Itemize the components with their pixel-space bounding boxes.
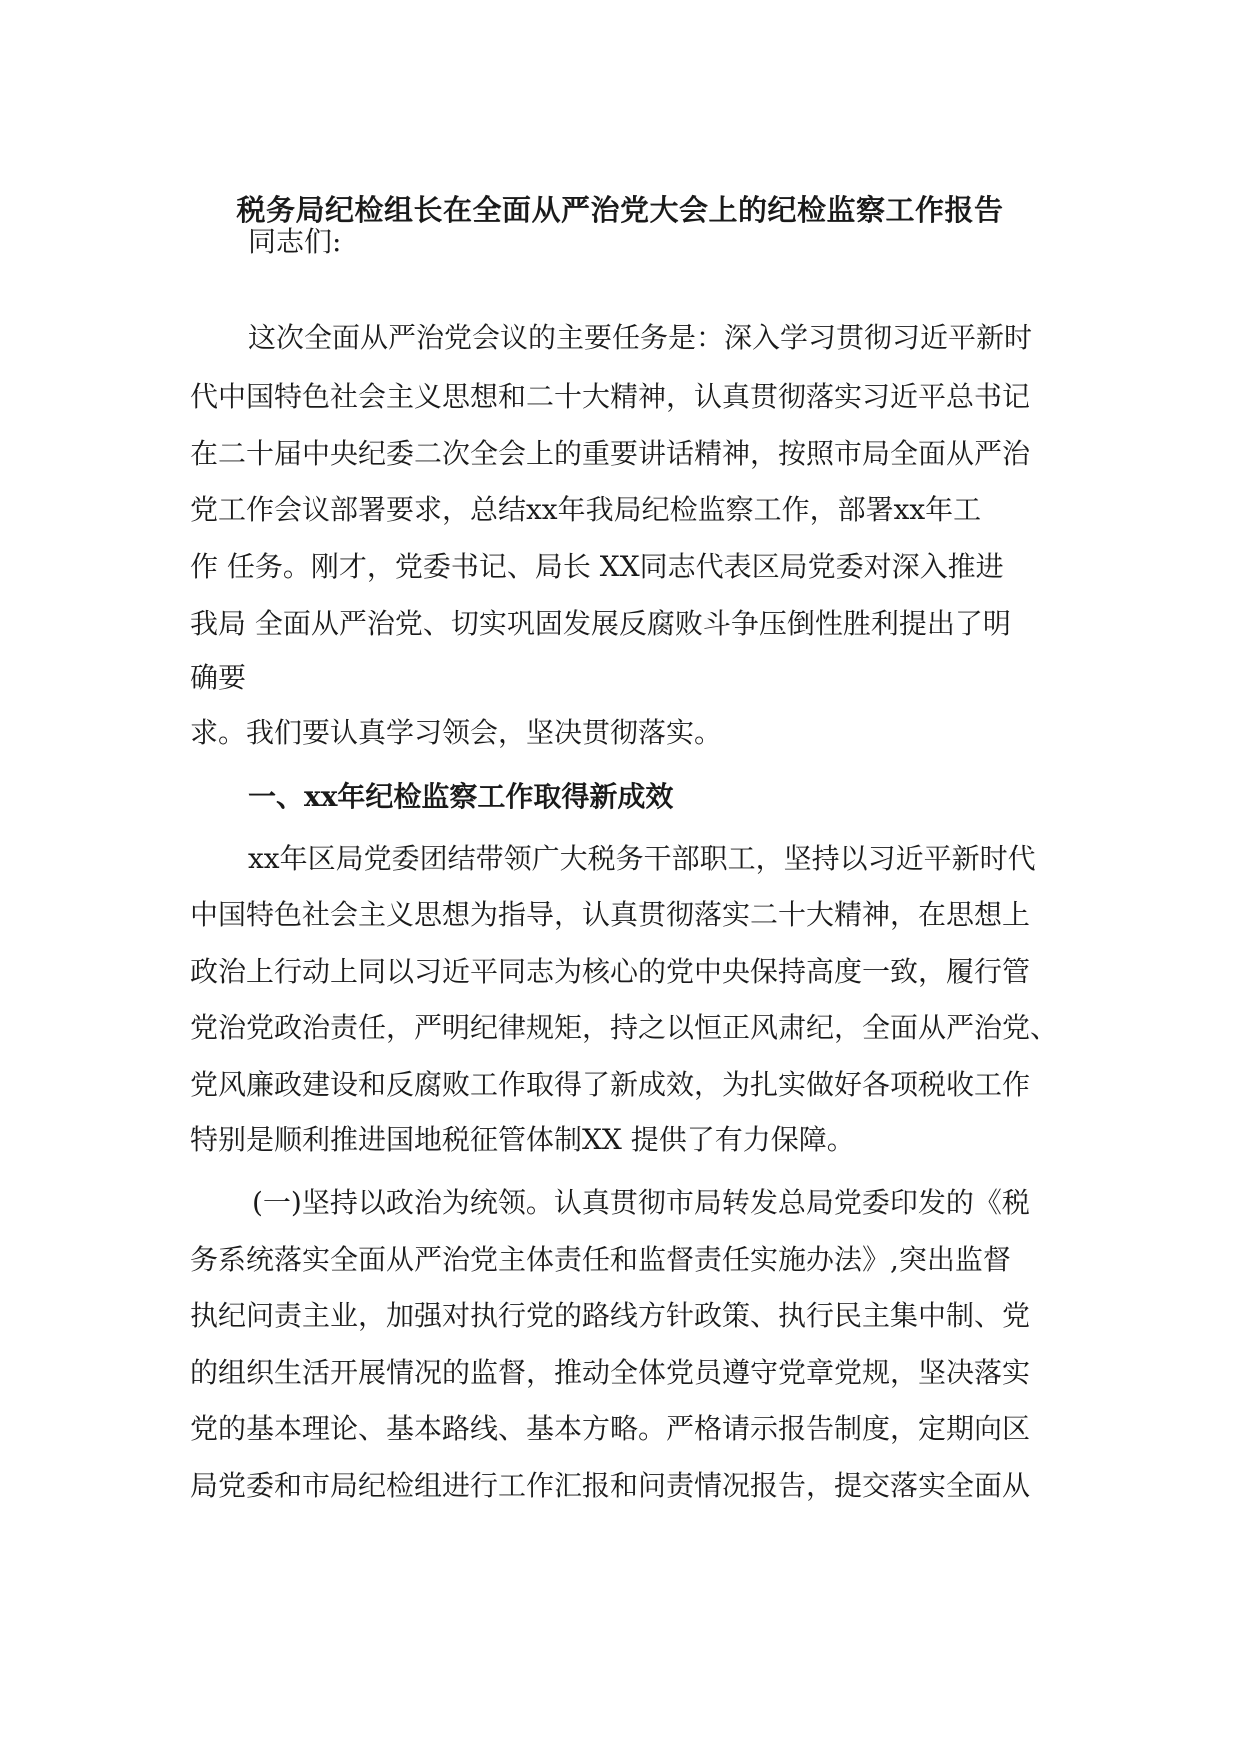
paragraph-line: 中国特色社会主义思想为指导，认真贯彻落实二十大精神，在思想上	[190, 898, 1031, 931]
paragraph-line: 局党委和市局纪检组进行工作汇报和问责情况报告，提交落实全面从	[190, 1469, 1031, 1502]
paragraph-line: 作 任务。刚才，党委书记、局长 XX同志代表区局党委对深入推进	[190, 550, 1004, 583]
document-title: 税务局纪检组长在全面从严治党大会上的纪检监察工作报告	[236, 193, 1004, 227]
paragraph-line: 党风廉政建设和反腐败工作取得了新成效，为扎实做好各项税收工作	[190, 1068, 1031, 1101]
paragraph-line: 政治上行动上同以习近平同志为核心的党中央保持高度一致，履行管	[190, 955, 1031, 988]
paragraph-line: 执纪问责主业，加强对执行党的路线方针政策、执行民主集中制、党	[190, 1299, 1031, 1332]
section-heading: 一、xx年纪检监察工作取得新成效	[248, 780, 674, 813]
paragraph-line: 党工作会议部署要求，总结xx年我局纪检监察工作，部署xx年工	[190, 493, 982, 526]
paragraph-line: 确要	[190, 661, 247, 694]
paragraph-line: 求。我们要认真学习领会，坚决贯彻落实。	[190, 716, 723, 749]
paragraph-line: 特别是顺利推进国地税征管体制XX 提供了有力保障。	[190, 1123, 855, 1156]
paragraph-line: 这次全面从严治党会议的主要任务是：深入学习贯彻习近平新时	[248, 321, 1033, 354]
salutation: 同志们:	[248, 225, 342, 258]
paragraph-line: 的组织生活开展情况的监督，推动全体党员遵守党章党规，坚决落实	[190, 1356, 1031, 1389]
paragraph-line: 在二十届中央纪委二次全会上的重要讲话精神，按照市局全面从严治	[190, 437, 1031, 470]
paragraph-line: 党治党政治责任，严明纪律规矩，持之以恒正风肃纪，全面从严治党、	[190, 1011, 1059, 1044]
paragraph-line: 我局 全面从严治党、切实巩固发展反腐败斗争压倒性胜利提出了明	[190, 607, 1011, 640]
paragraph-line: xx年区局党委团结带领广大税务干部职工，坚持以习近平新时代	[248, 842, 1036, 875]
paragraph-line: (一)坚持以政治为统领。认真贯彻市局转发总局党委印发的《税	[252, 1186, 1030, 1219]
paragraph-line: 务系统落实全面从严治党主体责任和监督责任实施办法》,突出监督	[190, 1243, 1011, 1276]
paragraph-line: 代中国特色社会主义思想和二十大精神，认真贯彻落实习近平总书记	[190, 380, 1031, 413]
paragraph-line: 党的基本理论、基本路线、基本方略。严格请示报告制度，定期向区	[190, 1412, 1031, 1445]
